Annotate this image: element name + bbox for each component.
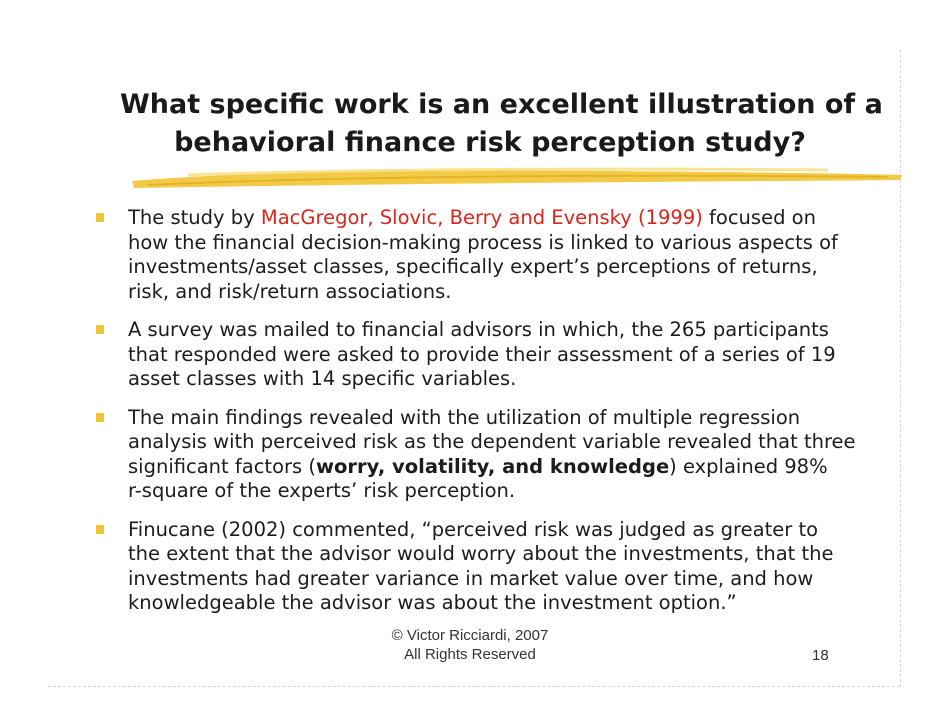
bullet-line: investments/asset classes, specifically expert’s perceptions of returns, <box>128 255 818 278</box>
title-line-1: What specific work is an excellent illustration of a <box>120 89 883 120</box>
bullet-square-icon <box>96 213 104 222</box>
bullet-text: significant factors ( <box>128 454 316 478</box>
rights-text: All Rights Reserved <box>404 646 536 663</box>
bullet-line: The main findings revealed with the utilization of multiple regression <box>128 405 801 429</box>
emphasized-factors: worry, volatility, and knowledge <box>315 454 670 478</box>
slide-right-edge <box>900 50 901 687</box>
bullet-line: the extent that the advisor would worry about the investments, that the <box>128 542 834 565</box>
bullet-line <box>128 206 880 231</box>
copyright-text: © Victor Ricciardi, 2007 <box>391 627 549 644</box>
bullet-line: that responded were asked to provide their assessment of a series of 19 <box>128 342 836 366</box>
bullet-line: risk, and risk/return associations. <box>128 279 452 303</box>
bullet-text: ) explained 98% <box>669 454 828 478</box>
bullet-item <box>90 518 880 616</box>
slide-title <box>120 86 883 162</box>
bullet-line: asset classes with 14 specific variables. <box>128 367 517 390</box>
slide-bottom-edge <box>48 686 900 687</box>
bullet-line <box>128 455 880 480</box>
page-number: 18 <box>812 647 829 664</box>
bullet-item <box>90 406 880 504</box>
bullet-line: knowledgeable the advisor was about the investment option.” <box>128 591 737 614</box>
bullet-square-icon <box>96 525 104 534</box>
bullet-list <box>90 206 880 630</box>
slide-footer <box>360 626 580 664</box>
citation-text: MacGregor, Slovic, Berry and Evensky (1999) <box>260 206 703 229</box>
bullet-line: investments had greater variance in market value over time, and how <box>128 566 814 590</box>
bullet-line: how the financial decision-making process is linked to various aspects of <box>128 230 838 254</box>
bullet-item <box>90 318 880 392</box>
bullet-line: r-square of the experts’ risk perception. <box>128 479 516 502</box>
bullet-line: analysis with perceived risk as the dependent variable revealed that three <box>128 430 856 453</box>
bullet-text: focused on <box>702 206 816 229</box>
title-line-2: behavioral finance risk perception study? <box>174 127 806 158</box>
bullet-item <box>90 206 880 304</box>
title-brush-underline <box>128 163 906 193</box>
bullet-square-icon <box>96 325 104 334</box>
bullet-square-icon <box>96 413 104 422</box>
bullet-line: A survey was mailed to financial advisors in which, the 265 participants <box>128 318 829 341</box>
bullet-text: The study by <box>128 206 261 229</box>
bullet-line: Finucane (2002) commented, “perceived risk was judged as greater to <box>128 517 819 541</box>
